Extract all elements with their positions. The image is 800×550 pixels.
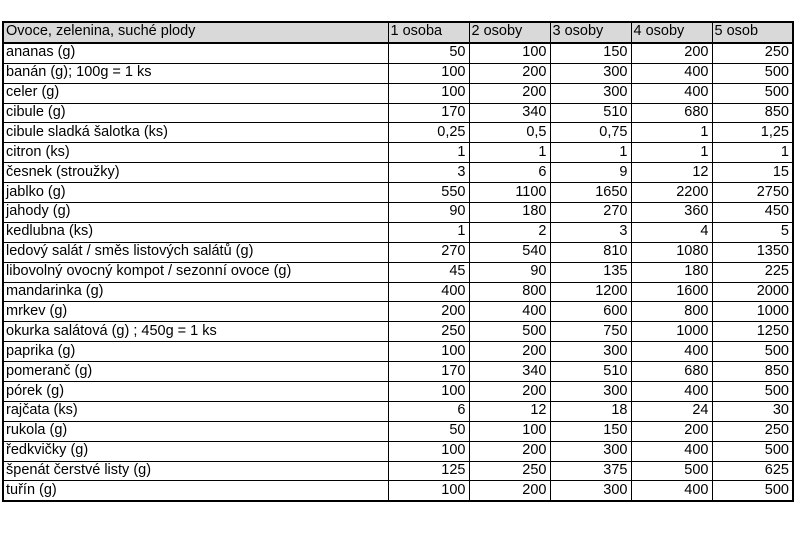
item-name-cell: celer (g): [3, 83, 388, 103]
table-row: [3, 103, 793, 123]
value-cell: 360: [631, 203, 712, 223]
value-cell: 1100: [469, 183, 550, 203]
header-row: [3, 22, 793, 43]
portions-table: [2, 21, 794, 502]
header-title-cell: Ovoce, zelenina, suché plody: [3, 22, 388, 43]
value-cell: 1: [631, 123, 712, 143]
value-cell: 500: [712, 481, 793, 501]
value-cell: 300: [550, 441, 631, 461]
value-cell: 1,25: [712, 123, 793, 143]
value-cell: 500: [712, 342, 793, 362]
value-cell: 100: [388, 342, 469, 362]
value-cell: 2750: [712, 183, 793, 203]
value-cell: 180: [631, 262, 712, 282]
value-cell: 400: [631, 83, 712, 103]
header-col-4-osoby: 4 osoby: [631, 22, 712, 43]
value-cell: 1: [388, 222, 469, 242]
header-col-2-osoby: 2 osoby: [469, 22, 550, 43]
value-cell: 540: [469, 242, 550, 262]
item-name-cell: kedlubna (ks): [3, 222, 388, 242]
table-row: [3, 362, 793, 382]
table-row: [3, 481, 793, 501]
value-cell: 300: [550, 382, 631, 402]
item-name-cell: cibule (g): [3, 103, 388, 123]
item-name-cell: mrkev (g): [3, 302, 388, 322]
value-cell: 0,5: [469, 123, 550, 143]
value-cell: 125: [388, 461, 469, 481]
value-cell: 500: [469, 322, 550, 342]
value-cell: 250: [388, 322, 469, 342]
table-row: [3, 242, 793, 262]
value-cell: 200: [469, 63, 550, 83]
table-row: [3, 143, 793, 163]
header-col-1-osoba: 1 osoba: [388, 22, 469, 43]
value-cell: 800: [631, 302, 712, 322]
value-cell: 400: [631, 342, 712, 362]
table-row: [3, 222, 793, 242]
value-cell: 45: [388, 262, 469, 282]
value-cell: 1000: [631, 322, 712, 342]
value-cell: 30: [712, 401, 793, 421]
value-cell: 550: [388, 183, 469, 203]
value-cell: 2200: [631, 183, 712, 203]
item-name-cell: špenát čerstvé listy (g): [3, 461, 388, 481]
value-cell: 12: [469, 401, 550, 421]
value-cell: 150: [550, 421, 631, 441]
portions-table-container: [2, 21, 794, 502]
value-cell: 1250: [712, 322, 793, 342]
value-cell: 400: [388, 282, 469, 302]
value-cell: 500: [712, 382, 793, 402]
value-cell: 50: [388, 421, 469, 441]
value-cell: 4: [631, 222, 712, 242]
value-cell: 300: [550, 342, 631, 362]
value-cell: 1200: [550, 282, 631, 302]
value-cell: 0,25: [388, 123, 469, 143]
value-cell: 170: [388, 103, 469, 123]
table-row: [3, 421, 793, 441]
value-cell: 1080: [631, 242, 712, 262]
table-row: [3, 262, 793, 282]
value-cell: 400: [631, 441, 712, 461]
value-cell: 300: [550, 481, 631, 501]
value-cell: 680: [631, 103, 712, 123]
item-name-cell: jahody (g): [3, 203, 388, 223]
value-cell: 500: [712, 83, 793, 103]
table-row: [3, 461, 793, 481]
value-cell: 250: [712, 43, 793, 63]
value-cell: 225: [712, 262, 793, 282]
value-cell: 9: [550, 163, 631, 183]
value-cell: 500: [712, 63, 793, 83]
item-name-cell: okurka salátová (g) ; 450g = 1 ks: [3, 322, 388, 342]
header-col-5-osob: 5 osob: [712, 22, 793, 43]
value-cell: 200: [388, 302, 469, 322]
value-cell: 100: [388, 63, 469, 83]
value-cell: 400: [631, 63, 712, 83]
value-cell: 3: [388, 163, 469, 183]
value-cell: 24: [631, 401, 712, 421]
value-cell: 90: [388, 203, 469, 223]
value-cell: 6: [469, 163, 550, 183]
table-row: [3, 282, 793, 302]
value-cell: 340: [469, 362, 550, 382]
item-name-cell: rukola (g): [3, 421, 388, 441]
value-cell: 2000: [712, 282, 793, 302]
value-cell: 400: [469, 302, 550, 322]
item-name-cell: banán (g); 100g = 1 ks: [3, 63, 388, 83]
value-cell: 400: [631, 481, 712, 501]
item-name-cell: ředkvičky (g): [3, 441, 388, 461]
value-cell: 2: [469, 222, 550, 242]
table-row: [3, 342, 793, 362]
item-name-cell: libovolný ovocný kompot / sezonní ovoce (g): [3, 262, 388, 282]
value-cell: 100: [469, 421, 550, 441]
value-cell: 1: [388, 143, 469, 163]
table-row: [3, 203, 793, 223]
table-row: [3, 441, 793, 461]
value-cell: 90: [469, 262, 550, 282]
value-cell: 100: [469, 43, 550, 63]
value-cell: 375: [550, 461, 631, 481]
value-cell: 100: [388, 481, 469, 501]
table-row: [3, 83, 793, 103]
value-cell: 270: [388, 242, 469, 262]
header-col-3-osoby: 3 osoby: [550, 22, 631, 43]
value-cell: 1: [712, 143, 793, 163]
value-cell: 1600: [631, 282, 712, 302]
item-name-cell: česnek (stroužky): [3, 163, 388, 183]
item-name-cell: pórek (g): [3, 382, 388, 402]
value-cell: 1: [469, 143, 550, 163]
table-row: [3, 43, 793, 63]
value-cell: 3: [550, 222, 631, 242]
value-cell: 100: [388, 441, 469, 461]
value-cell: 510: [550, 103, 631, 123]
value-cell: 200: [631, 43, 712, 63]
value-cell: 200: [469, 342, 550, 362]
value-cell: 680: [631, 362, 712, 382]
value-cell: 340: [469, 103, 550, 123]
table-row: [3, 401, 793, 421]
item-name-cell: rajčata (ks): [3, 401, 388, 421]
value-cell: 18: [550, 401, 631, 421]
value-cell: 1650: [550, 183, 631, 203]
table-row: [3, 302, 793, 322]
value-cell: 625: [712, 461, 793, 481]
value-cell: 1350: [712, 242, 793, 262]
item-name-cell: ananas (g): [3, 43, 388, 63]
value-cell: 250: [712, 421, 793, 441]
value-cell: 150: [550, 43, 631, 63]
value-cell: 500: [631, 461, 712, 481]
table-row: [3, 183, 793, 203]
table-row: [3, 123, 793, 143]
value-cell: 6: [388, 401, 469, 421]
value-cell: 200: [469, 382, 550, 402]
value-cell: 15: [712, 163, 793, 183]
item-name-cell: pomeranč (g): [3, 362, 388, 382]
table-body: [3, 43, 793, 501]
value-cell: 450: [712, 203, 793, 223]
value-cell: 200: [469, 441, 550, 461]
value-cell: 810: [550, 242, 631, 262]
value-cell: 1: [550, 143, 631, 163]
value-cell: 135: [550, 262, 631, 282]
item-name-cell: citron (ks): [3, 143, 388, 163]
value-cell: 250: [469, 461, 550, 481]
item-name-cell: paprika (g): [3, 342, 388, 362]
item-name-cell: tuřín (g): [3, 481, 388, 501]
value-cell: 850: [712, 362, 793, 382]
value-cell: 400: [631, 382, 712, 402]
value-cell: 180: [469, 203, 550, 223]
value-cell: 12: [631, 163, 712, 183]
item-name-cell: jablko (g): [3, 183, 388, 203]
value-cell: 200: [469, 83, 550, 103]
value-cell: 100: [388, 83, 469, 103]
value-cell: 170: [388, 362, 469, 382]
value-cell: 50: [388, 43, 469, 63]
value-cell: 300: [550, 63, 631, 83]
table-row: [3, 63, 793, 83]
value-cell: 500: [712, 441, 793, 461]
value-cell: 800: [469, 282, 550, 302]
table-row: [3, 382, 793, 402]
table-row: [3, 322, 793, 342]
item-name-cell: cibule sladká šalotka (ks): [3, 123, 388, 143]
item-name-cell: ledový salát / směs listových salátů (g): [3, 242, 388, 262]
value-cell: 100: [388, 382, 469, 402]
value-cell: 200: [631, 421, 712, 441]
value-cell: 300: [550, 83, 631, 103]
value-cell: 1: [631, 143, 712, 163]
item-name-cell: mandarinka (g): [3, 282, 388, 302]
value-cell: 5: [712, 222, 793, 242]
value-cell: 270: [550, 203, 631, 223]
value-cell: 600: [550, 302, 631, 322]
value-cell: 750: [550, 322, 631, 342]
value-cell: 510: [550, 362, 631, 382]
value-cell: 0,75: [550, 123, 631, 143]
table-row: [3, 163, 793, 183]
value-cell: 1000: [712, 302, 793, 322]
value-cell: 850: [712, 103, 793, 123]
value-cell: 200: [469, 481, 550, 501]
